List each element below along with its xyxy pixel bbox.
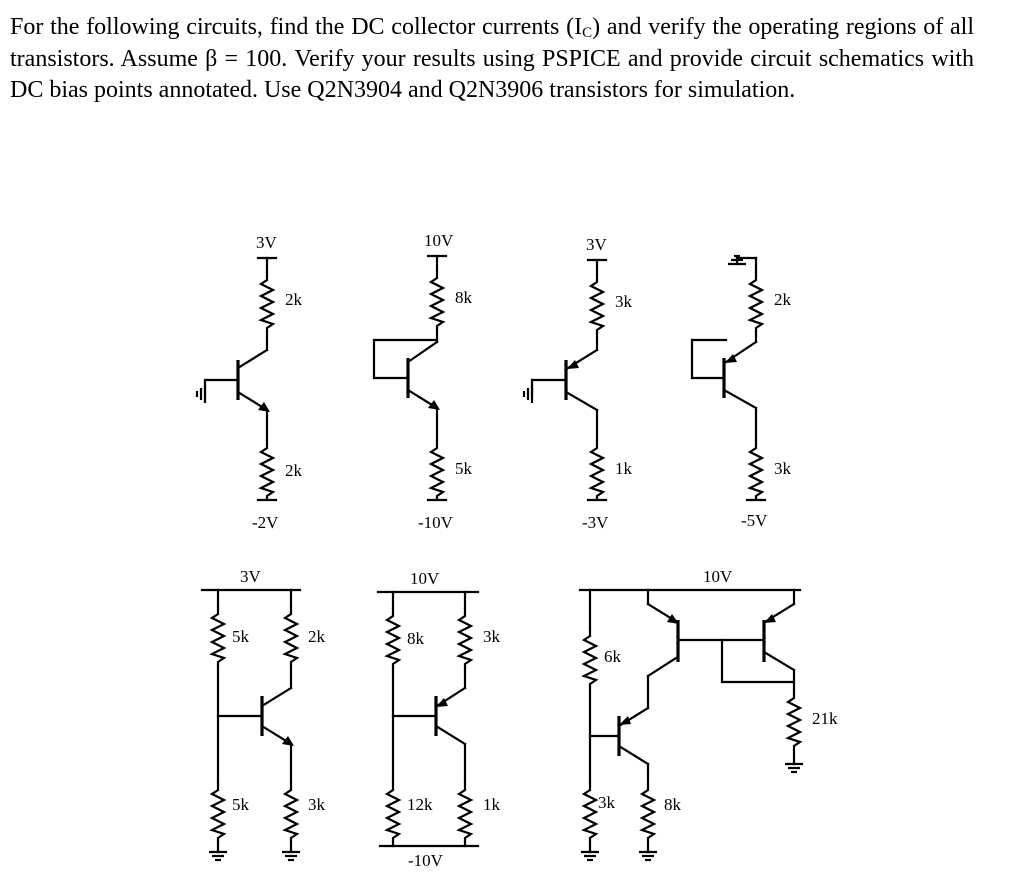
problem-text-start: For the following circuits, find the DC collector currents (I [10, 14, 583, 40]
c3-rc-label: 1k [615, 459, 632, 478]
c5-supply-label: 3V [240, 567, 261, 586]
circuit-3 [524, 235, 633, 532]
c1-emitter-resistor [261, 440, 273, 500]
circuit-5 [202, 567, 326, 860]
c6-rc-label: 1k [483, 795, 500, 814]
c6-collector-resistor [459, 782, 471, 842]
c4-emitter-resistor [750, 272, 762, 332]
c5-bottom-bias-resistor [212, 782, 224, 842]
c6-re-label: 3k [483, 627, 500, 646]
circuit-7 [580, 567, 838, 860]
c4-neg-label: -5V [741, 511, 768, 530]
c3-collector-resistor [591, 440, 603, 500]
c5-emitter-resistor [285, 782, 297, 842]
c7-supply-label: 10V [703, 567, 733, 586]
circuit-6 [378, 569, 501, 870]
c1-supply-label: 3V [256, 233, 277, 252]
c2-supply-label: 10V [424, 231, 454, 250]
c6-r2-label: 12k [407, 795, 433, 814]
c3-re-label: 3k [615, 292, 632, 311]
c7-q3-collector-resistor [642, 782, 654, 842]
c5-rc-label: 2k [308, 627, 325, 646]
c5-r2-label: 5k [232, 795, 249, 814]
c7-q3-emitter-resistor [584, 782, 596, 842]
c1-collector-resistor [261, 272, 273, 332]
c4-re-label: 2k [774, 290, 791, 309]
c1-rc-label: 2k [285, 290, 302, 309]
c7-rc-label: 8k [664, 795, 681, 814]
c2-collector-resistor [431, 270, 443, 330]
c5-re-label: 3k [308, 795, 325, 814]
c5-emitter-arrow [282, 736, 294, 746]
c2-neg-label: -10V [418, 513, 453, 532]
circuit-4 [692, 256, 792, 530]
c7-q3-arrow [619, 716, 631, 725]
c7-re-label: 3k [598, 793, 615, 812]
c6-emitter-resistor [459, 608, 471, 668]
c5-top-bias-resistor [212, 606, 224, 666]
problem-text-end: ) and verify the operating regions of all transistors. Assume β = 100. Verify your results using PSPICE and provide circuit schematics with DC bias points annotated. Use Q2N3904 and Q2N3906 transistors for simulation. [10, 14, 974, 103]
c3-emitter-resistor [591, 274, 603, 334]
c7-r2-label: 21k [812, 709, 838, 728]
c2-emitter-resistor [431, 440, 443, 500]
collector-subscript: C [582, 25, 593, 41]
c2-re-label: 5k [455, 459, 472, 478]
c5-r1-label: 5k [232, 627, 249, 646]
c7-r1-label: 6k [604, 647, 621, 666]
c4-collector-resistor [750, 440, 762, 500]
c1-re-label: 2k [285, 461, 302, 480]
c1-neg-label: -2V [252, 513, 279, 532]
c3-supply-label: 3V [586, 235, 607, 254]
c3-neg-label: -3V [582, 513, 609, 532]
c7-bias-resistor [584, 628, 596, 688]
c2-rc-label: 8k [455, 288, 472, 307]
c1-emitter-arrow [258, 402, 270, 412]
c6-r1-label: 8k [407, 629, 424, 648]
circuit-1 [197, 233, 303, 532]
c5-collector-resistor [285, 606, 297, 666]
c2-emitter-arrow [428, 400, 440, 410]
c6-supply-label: 10V [410, 569, 440, 588]
c7-load-resistor [788, 690, 800, 750]
c6-neg-label: -10V [408, 851, 443, 870]
c6-top-bias-resistor [387, 608, 399, 668]
c6-bottom-bias-resistor [387, 782, 399, 842]
circuit-2 [374, 231, 473, 532]
c4-rc-label: 3k [774, 459, 791, 478]
